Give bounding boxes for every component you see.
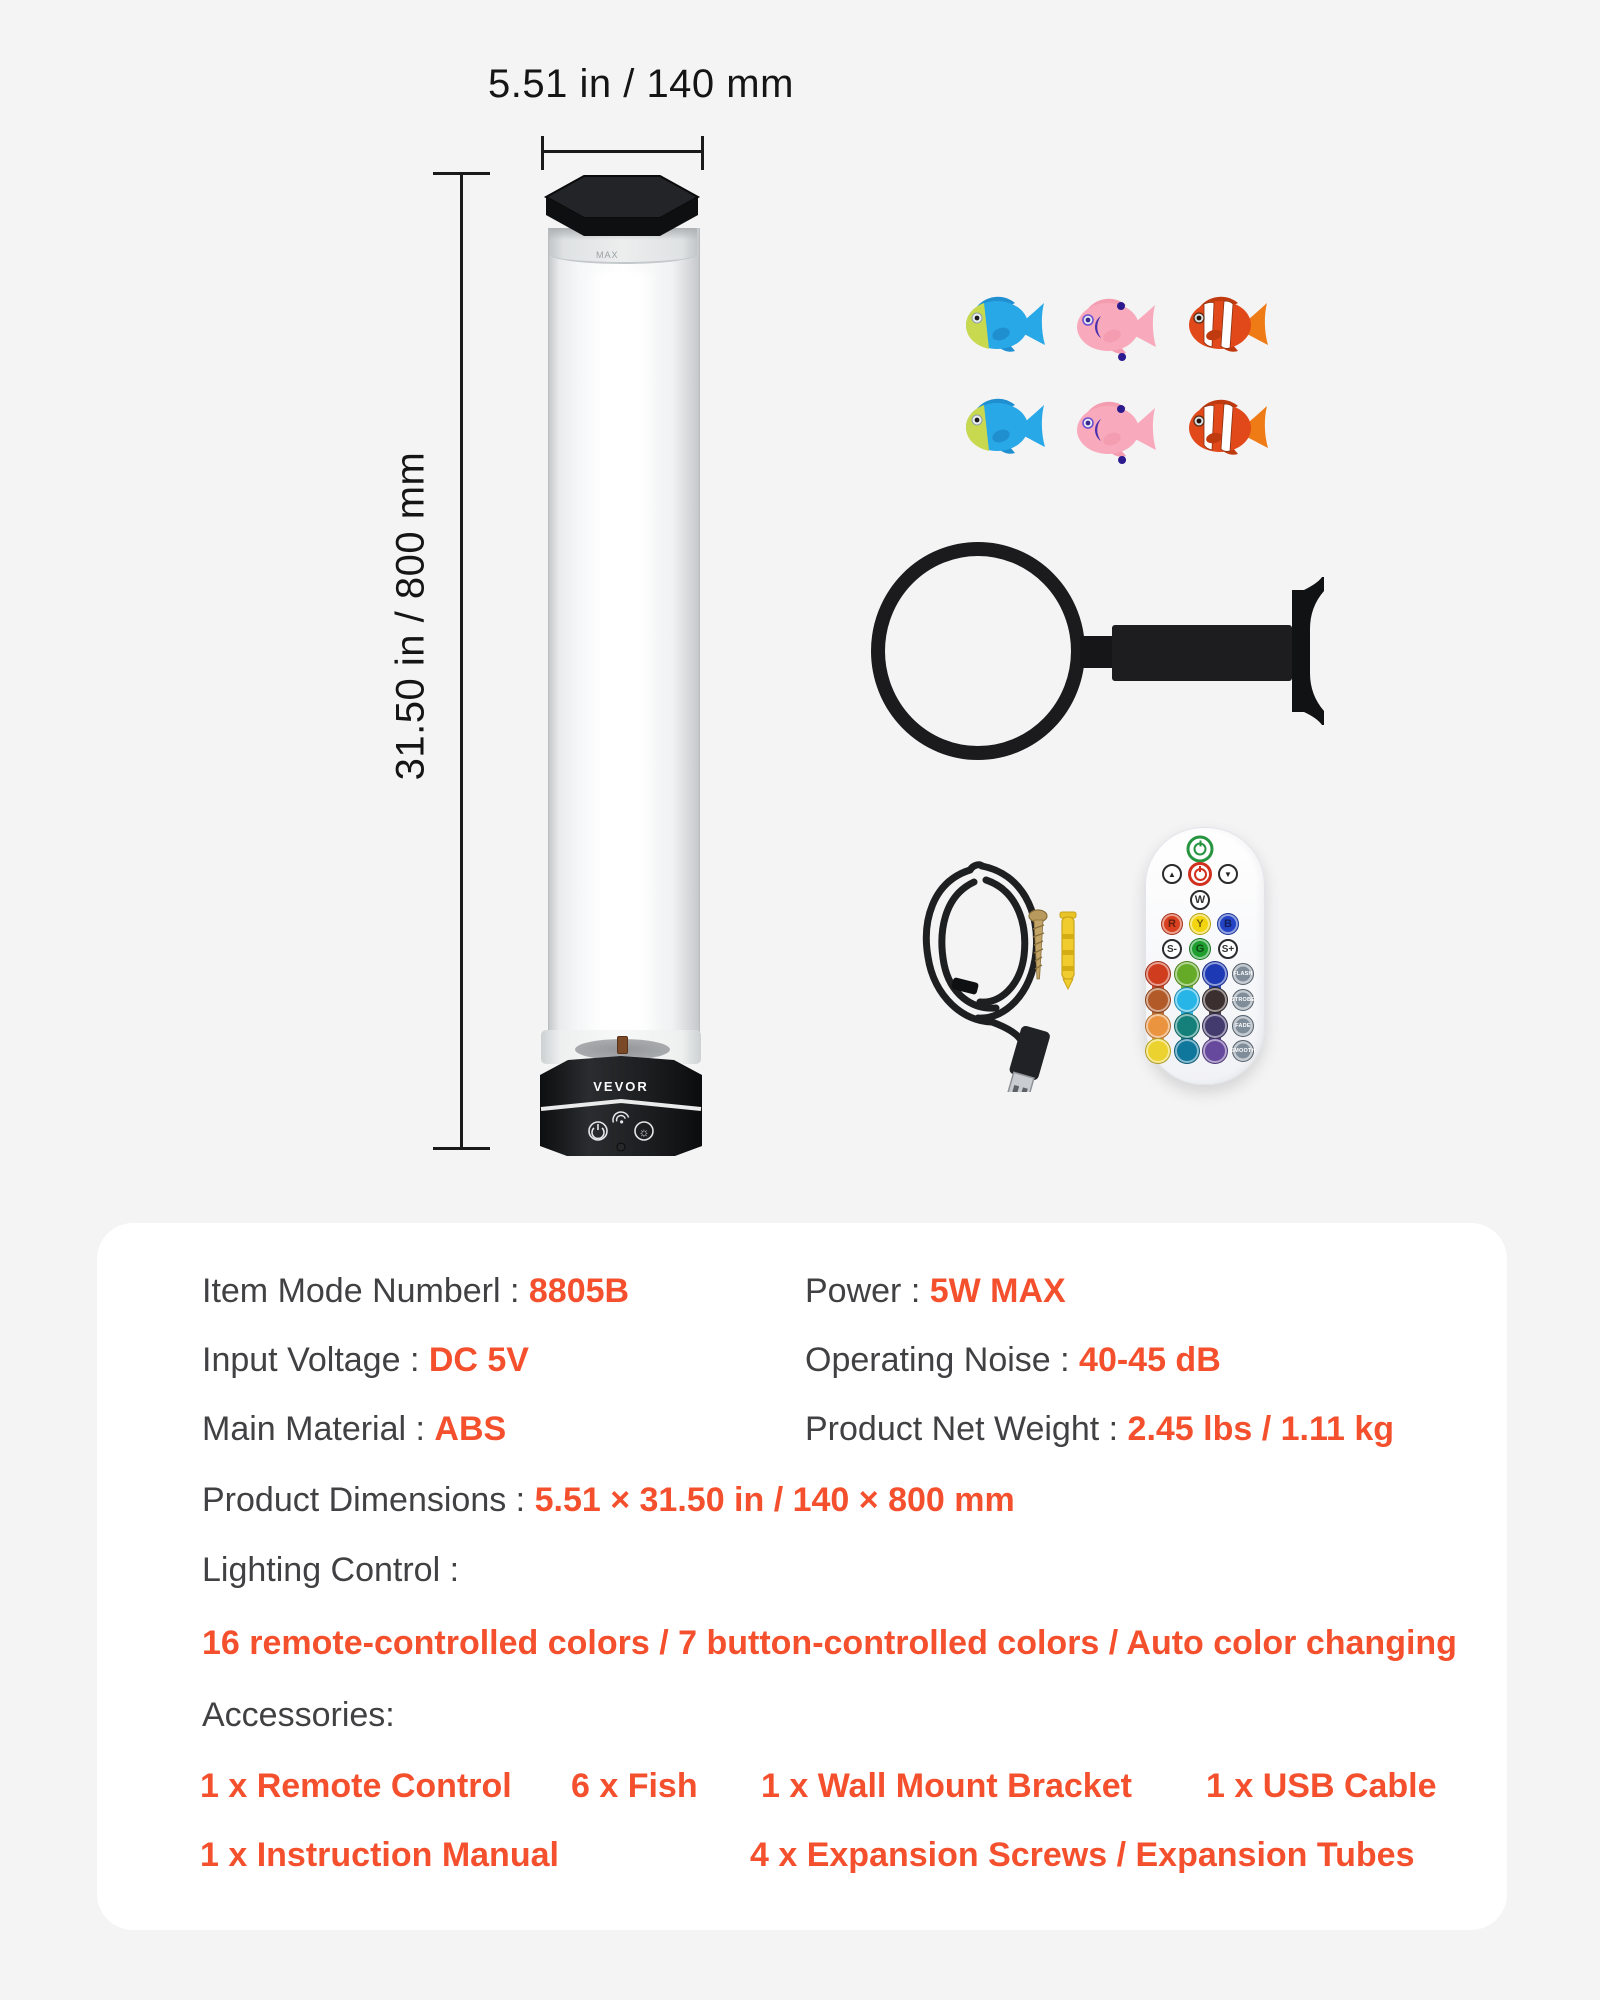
remote-speed-minus-button: S- — [1162, 939, 1182, 959]
base-indicator-dot — [617, 1143, 625, 1151]
width-dim-tick-left — [541, 136, 544, 170]
brand-logo: VEVOR — [593, 1079, 649, 1094]
spec-voltage: Input Voltage : DC 5V — [202, 1341, 529, 1379]
power-off-icon — [1194, 868, 1207, 881]
spec-card — [97, 1223, 1507, 1930]
clown-fish — [1189, 400, 1268, 455]
lamp-inner-light — [584, 272, 658, 1040]
remote-smooth-button: SMOOTH — [1232, 1040, 1254, 1062]
height-dimension-label: 31.50 in / 800 mm — [388, 451, 433, 781]
remote-fade-button: FADE — [1232, 1015, 1254, 1037]
remote-white-button: W — [1190, 890, 1210, 910]
remote-red-button: R — [1161, 913, 1183, 935]
remote-color-button — [1145, 1038, 1171, 1064]
remote-color-button — [1145, 961, 1171, 987]
bracket-arm — [1112, 625, 1292, 681]
pink-fish — [1077, 299, 1156, 361]
spec-lighting-value: 16 remote-controlled colors / 7 button-controlled colors / Auto color changing — [202, 1624, 1457, 1662]
usb-a-connector — [1002, 1025, 1051, 1092]
remote-color-button — [1145, 1013, 1171, 1039]
remote-color-button — [1145, 987, 1171, 1013]
bracket-ring — [878, 549, 1078, 753]
remote-speed-plus-button: S+ — [1218, 939, 1238, 959]
bracket-wall-plate — [1292, 577, 1324, 725]
accessory-fish: 6 x Fish — [571, 1767, 698, 1805]
accessory-screws: 4 x Expansion Screws / Expansion Tubes — [750, 1836, 1415, 1874]
height-dim-tick-top — [433, 172, 490, 175]
remote-control — [1145, 827, 1265, 1085]
accessories-label: Accessories: — [202, 1696, 395, 1734]
remote-color-button — [1202, 987, 1228, 1013]
remote-color-button — [1174, 1013, 1200, 1039]
toy-fish-set — [920, 265, 1280, 485]
pink-fish — [1077, 402, 1156, 464]
spec-weight: Product Net Weight : 2.45 lbs / 1.11 kg — [805, 1410, 1395, 1448]
accessory-bracket: 1 x Wall Mount Bracket — [761, 1767, 1132, 1805]
spec-power: Power : 5W MAX — [805, 1272, 1066, 1310]
remote-color-button — [1174, 961, 1200, 987]
light-icon: ☼ — [638, 1125, 650, 1139]
clown-fish — [1189, 297, 1268, 352]
height-dim-tick-bottom — [433, 1147, 490, 1150]
spec-material: Main Material : ABS — [202, 1410, 507, 1448]
remote-brightness-up-button: ▲ — [1162, 864, 1182, 884]
remote-color-button — [1202, 1013, 1228, 1039]
remote-blue-button: B — [1217, 913, 1239, 935]
lamp-top-cap — [540, 170, 704, 245]
spec-lighting-label: Lighting Control : — [202, 1551, 460, 1589]
remote-color-button — [1174, 987, 1200, 1013]
remote-yellow-button: Y — [1189, 913, 1211, 935]
spec-noise: Operating Noise : 40-45 dB — [805, 1341, 1221, 1379]
remote-green-button: G — [1189, 938, 1211, 960]
spec-dimensions: Product Dimensions : 5.51 × 31.50 in / 140 × 800 mm — [202, 1481, 1015, 1519]
blue-fish — [966, 297, 1045, 352]
lamp-base — [538, 1028, 704, 1160]
accessory-usb: 1 x USB Cable — [1206, 1767, 1437, 1805]
remote-flash-button: FLASH — [1232, 963, 1254, 985]
remote-on-button — [1187, 836, 1214, 863]
width-dim-tick-right — [701, 136, 704, 170]
remote-brightness-down-button: ▼ — [1218, 864, 1238, 884]
width-dimension-label: 5.51 in / 140 mm — [488, 62, 794, 106]
remote-strobe-button: STROBE — [1232, 989, 1254, 1011]
blue-fish — [966, 399, 1045, 454]
remote-color-button — [1202, 961, 1228, 987]
screw — [1029, 910, 1047, 979]
width-dimension-line — [541, 150, 704, 153]
expansion-tube — [1060, 912, 1076, 989]
wall-mount-bracket — [858, 533, 1328, 773]
spec-item-mode: Item Mode Numberl : 8805B — [202, 1272, 630, 1310]
accessory-manual: 1 x Instruction Manual — [200, 1836, 559, 1874]
height-dimension-line — [460, 174, 463, 1149]
expansion-screw-and-tube — [1022, 905, 1092, 995]
max-fill-line-label: MAX — [596, 250, 619, 260]
remote-color-button — [1174, 1038, 1200, 1064]
accessory-remote: 1 x Remote Control — [200, 1767, 512, 1805]
remote-off-button — [1188, 862, 1212, 886]
remote-color-button — [1202, 1038, 1228, 1064]
power-on-icon — [1194, 843, 1207, 856]
